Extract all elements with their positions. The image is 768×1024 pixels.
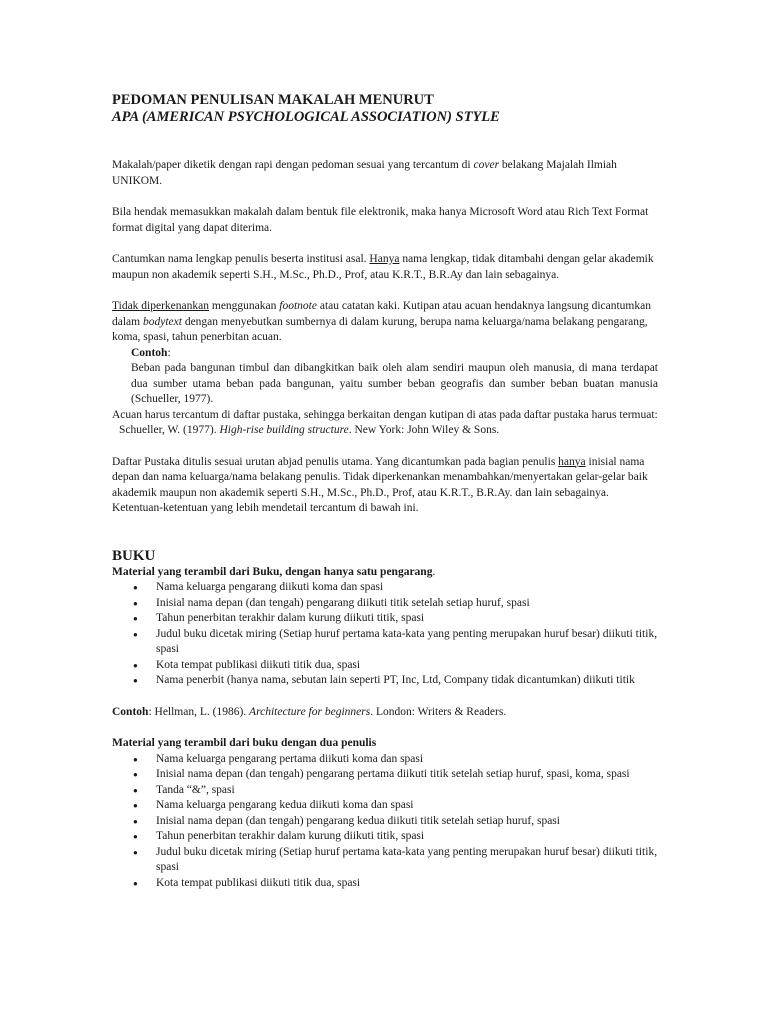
list-item: ● Judul buku dicetak miring (Setiap huruf pertama kata-kata yang penting merupakan huruf besar) diikuti titik, spasi <box>112 627 658 658</box>
list-item: ● Inisial nama depan (dan tengah) pengarang kedua diikuti titik setelah setiap huruf, spasi <box>112 814 658 830</box>
sub1-text: Material yang terambil dari Buku, dengan hanya satu pengarang <box>112 565 433 578</box>
p1-text-a: Makalah/paper diketik dengan rapi dengan pedoman sesuai yang tercantum di <box>112 159 474 171</box>
contoh-colon: : <box>167 346 171 359</box>
doc-subtitle <box>112 109 658 126</box>
intro-paragraph-2: Bila hendak memasukkan makalah dalam bentuk file elektronik, maka hanya Microsoft Word atau Rich Text Format format digital yang dapat diterima. <box>112 206 649 234</box>
p4-tidak-underlined: Tidak diperkenankan <box>112 300 209 312</box>
p1-text-b: belakang Majalah Ilmiah UNIKOM. <box>112 159 617 187</box>
book-contoh-label: Contoh <box>112 705 149 718</box>
intro-paragraph-3 <box>112 252 658 283</box>
list-item: ● Nama keluarga pengarang pertama diikuti koma dan spasi <box>112 752 658 768</box>
subtitle-part-b: AMERICAN PSYCHOLOGICAL ASSOCIATION <box>146 109 448 125</box>
reference-example <box>112 423 658 439</box>
subheading-two-authors: Material yang terambil dari buku dengan dua penulis <box>112 737 377 749</box>
p4-footnote-italic: footnote <box>279 300 317 312</box>
list-item: ● Inisial nama depan (dan tengah) pengarang pertama diikuti titik setelah setiap huruf, spasi, koma, spasi <box>112 767 658 783</box>
example-quote: Beban pada bangunan timbul dan dibangkitkan baik oleh alam sendiri maupun oleh manusia, di mana terdapat dua sumber utama beban pada bangunan, yaitu sumber beban geografis dan sumber beban buatan manusia (Schueller, 1977). <box>131 362 658 405</box>
p5-hanya-underlined: hanya <box>558 455 586 468</box>
doc-title: PEDOMAN PENULISAN MAKALAH MENURUT <box>112 92 434 108</box>
list-item: ● Tanda “&”, spasi <box>112 783 658 799</box>
contoh-label-text: Contoh <box>131 346 168 359</box>
subtitle-part-c: ) STYLE <box>447 109 500 125</box>
ref-title-italic: High-rise building structure <box>219 424 349 436</box>
p3-text-a: Cantumkan nama lengkap penulis beserta institusi asal. <box>112 253 370 265</box>
subheading-one-author <box>112 565 658 581</box>
list-item: ● Kota tempat publikasi diikuti titik dua, spasi <box>112 658 658 674</box>
p5-text-b: inisial nama depan dan nama keluarga/nama belakang penulis. Tidak diperkenankan menambahkan/menyertakan gelar-gelar baik akademik maupun non akademik seperti S.H., M.Sc., Ph.D., Prof, atau K.R.T., B.R.Ay. dan lain sebagainya. Ketentuan-ketentuan yang lebih mendetail tercantum di bawah ini. <box>112 455 648 514</box>
list-item: ● Judul buku dicetak miring (Setiap huruf pertama kata-kata yang penting merupakan huruf besar) diikuti titik, spasi <box>112 845 658 876</box>
ref-author: Schueller, W. (1977). <box>119 424 220 436</box>
book-example-author: : Hellman, L. (1986). <box>148 705 250 718</box>
p4-text-c: dengan menyebutkan sumbernya di dalam kurung, berupa nama keluarga/nama belakang pengarang, koma, spasi, tahun penerbitan acuan. <box>112 315 648 343</box>
list-item: ● Kota tempat publikasi diikuti titik dua, spasi <box>112 876 658 892</box>
bullet-list-two-authors <box>112 752 658 892</box>
bullet-list-one-author <box>112 580 658 689</box>
list-item: ● Inisial nama depan (dan tengah) pengarang diikuti titik setelah setiap huruf, spasi <box>112 596 658 612</box>
intro-paragraph-1 <box>112 158 658 189</box>
book-example <box>112 705 658 721</box>
intro-paragraph-5 <box>112 455 658 517</box>
sub1-dot: . <box>432 565 436 578</box>
p3-hanya-underlined: Hanya <box>369 253 400 265</box>
p4-text-b: atau catatan kaki. Kutipan atau acuan hendaknya langsung dicantumkan dalam <box>112 300 651 328</box>
intro-paragraph-4 <box>112 299 658 346</box>
contoh-label <box>112 346 658 362</box>
list-item: ● Nama keluarga pengarang diikuti koma dan spasi <box>112 580 658 596</box>
p4-text-a: menggunakan <box>209 300 280 312</box>
list-item: ● Nama penerbit (hanya nama, sebutan lain seperti PT, Inc, Ltd, Company tidak dicantumkan) diikuti titik <box>112 673 658 689</box>
section-heading-buku: BUKU <box>112 547 156 564</box>
p3-text-b: nama lengkap, tidak ditambahi dengan gelar akademik maupun non akademik seperti S.H., M.Sc., Ph.D., Prof, atau K.R.T., B.R.Ay dan lain sebagainya. <box>112 253 654 281</box>
book-example-title-italic: Architecture for beginners <box>249 705 371 718</box>
book-example-publisher: . London: Writers & Readers. <box>370 705 507 718</box>
list-item: ● Tahun penerbitan terakhir dalam kurung diikuti titik, spasi <box>112 829 658 845</box>
p5-text-a: Daftar Pustaka ditulis sesuai urutan abjad penulis utama. Yang dicantumkan pada bagian penulis <box>112 455 559 468</box>
acuan-paragraph: Acuan harus tercantum di daftar pustaka, sehingga berkaitan dengan kutipan di atas pada daftar pustaka harus termuat: <box>112 408 658 421</box>
p4-bodytext-italic: bodytext <box>142 315 182 328</box>
list-item: ● Tahun penerbitan terakhir dalam kurung diikuti titik, spasi <box>112 611 658 627</box>
subtitle-part-a: APA ( <box>112 109 147 125</box>
list-item: ● Nama keluarga pengarang kedua diikuti koma dan spasi <box>112 798 658 814</box>
p1-cover-italic: cover <box>473 159 500 171</box>
ref-publisher: . New York: John Wiley & Sons. <box>348 424 500 436</box>
